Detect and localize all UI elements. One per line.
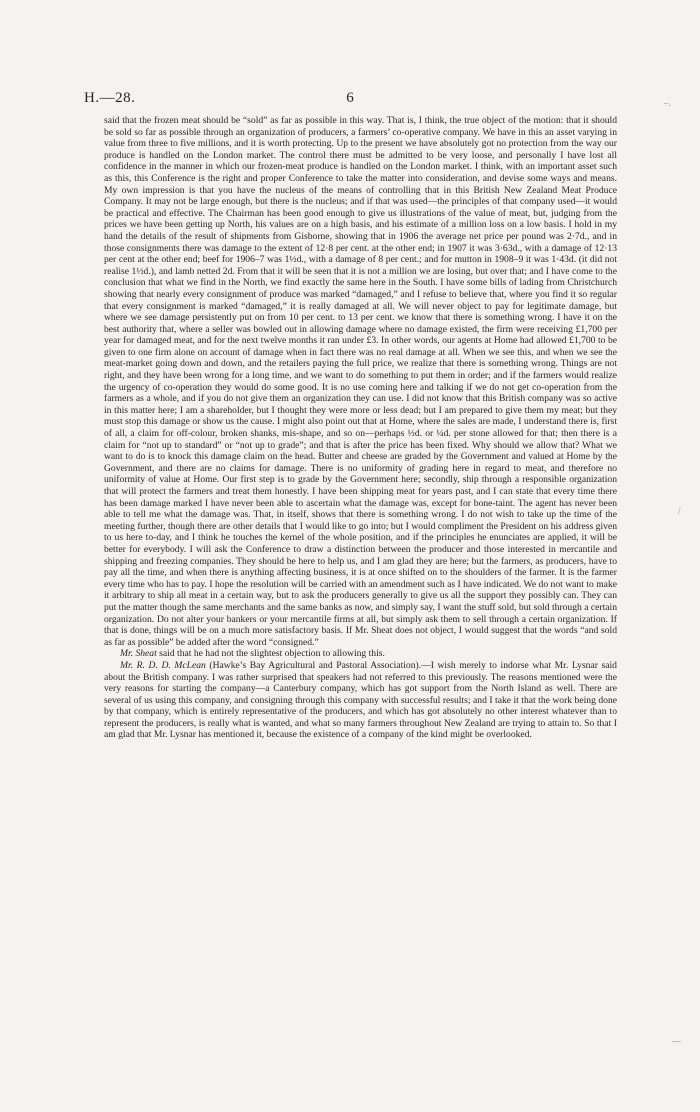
speaker-name: Mr. Sheat	[120, 648, 157, 660]
page-header	[84, 90, 616, 110]
paragraph-mclean	[104, 660, 617, 741]
paragraph-text: (Hawke’s Bay Agricultural and Pastoral Association).—I wish merely to indorse what Mr. Lysnar said about the British company. I was rather surprised that speakers had not referred to this previously. The reasons mentioned were the very reasons for starting the company—a Canterbury company, which has got support from the North Island as well. There are several of us using this company, and consigning through this company with successful results; and I take it that the work being done by that company, which is entirely representative of the producers, and which has got absolutely no other interest whatever than to represent the producers, is really what is wanted, and what so many farmers throughout New Zealand are trying to attain to. So that I am glad that Mr. Lysnar has mentioned it, because the existence of a company of the kind might be overlooked.	[104, 659, 617, 741]
document-reference: H.—28.	[84, 90, 136, 106]
speaker-name: Mr. R. D. D. McLean	[120, 659, 206, 671]
document-body	[104, 115, 617, 741]
paragraph-sheat	[104, 648, 617, 660]
margin-mark: —	[672, 1036, 681, 1046]
paragraph-text: said that he had not the slightest objection to allowing this.	[156, 648, 385, 660]
paragraph-continuation	[104, 115, 617, 648]
paragraph-text: said that the frozen meat should be “sold” as far as possible in this way. That is, I think, the true object of the motion: that it should be sold so far as possible through an organization of producers, a farmers’ co-operative company. We have in this an asset varying in value from three to five millions, and it is worth protecting. Up to the present we have absolutely got no protection from the way our produce is handled on the London market. The control there must be admitted to be very loose, and personally I have lost all confidence in the manner in which our frozen-meat produce is handled on the London market. I think, with an important asset such as this, this Conference is the right and proper Conference to take the matter into consideration, and devise some ways and means. My own impression is that you have the nucleus of the means of controlling that in this British New Zealand Meat Produce Company. It may not be large enough, but there is the nucleus; and if that was used—the principles of that company used—it would be practical and effective. The Chairman has been good enough to give us illustrations of the value of meat, but, judging from the prices we have been getting up North, his values are on a high basis, and his estimate of a million loss on a low basis. I hold in my hand the details of the result of shipments from Gisborne, showing that in 1906 the average net price per pound was 2·7d., and in those consignments there was damage to the extent of 12·8 per cent. at the other end; in 1907 it was 3·63d., with a damage of 12·13 per cent at the other end; beef for 1906–7 was 1½d., with a damage of 8 per cent.; and for mutton in 1908–9 it was 1·43d. (it did not realise 1½d.), and lamb netted 2d. From that it will be seen that it is not a million we are losing, but over that; and I have come to the conclusion that what we find in the North, we find exactly the same here in the South. I have some bills of lading from Christchurch showing that nearly every consignment of produce was marked “damaged,” and I refuse to believe that, where you find it so regular that every consignment is marked “damaged,” it is really damaged at all. We will never object to pay for legitimate damage, but where we see damage persistently put on from 10 per cent. to 13 per cent. we know that there is something wrong. I have it on the best authority that, where a seller was bowled out in allowing damage where no damage existed, the firm were receiving £1,700 per year for damaged meat, and for the next twelve months it ran under £3. In other words, our agents at Home had allowed £1,700 to be given to one firm alone on account of damage when in fact there was no real damage at all. When we see this, and when we see the meat-market going down and down, and the retailers paying the full price, we realize that there is something wrong. Things are not right, and they have been wrong for a long time, and we want to do something to put them in order; and if the farmers would realize the urgency of co-operation they would do some good. It is no use coming here and talking if we do not get co-operation from the farmers as a whole, and if you do not give them an organization they can use. I did not know that this British company was so active in this matter here; I am a shareholder, but I thought they were more or less dead; but I am prepared to give them my meat; but they must stop this damage or show us the cause. I might also point out that at Home, where the sales are made, I understand there is, first of all, a claim for off-colour, broken shanks, mis-shape, and so on—perhaps ½d. or ¼d. per stone allowed for that; then there is a claim for “not up to standard” or “not up to grade”; and that is after the price has been fixed. Why should we allow that? What we want to do is to knock this damage claim on the head. Butter and cheese are graded by the Government and valued at Home by the Government, and there are no claims for damage. There is no uniformity of grading here in regard to meat, and therefore no uniformity of value at Home. Our first step is to grade by the Government here; secondly, ship through a responsible organization that will protect the farmers and treat them honestly. I have been shipping meat for years past, and I can state that every time there has been damage marked I have never been able to ascertain what the damage was, except for bone-taint. The agent has never been able to tell me what the damage was. That, in itself, shows that there is something wrong. I do not wish to take up the time of the meeting further, though there are other details that I would like to go into; but I would compliment the President on his address given to us here to-day, and I think he touches the kernel of the whole position, and if the principles he enunciates are applied, it will be better for everybody. I will ask the Conference to draw a distinction between the producer and those interested in mercantile and shipping and freezing companies. They should be here to help us, and I am glad they are here; but the farmers, as producers, have to pay all the time, and when there is anything affecting business, it is at once shifted on to the shoulders of the farmer. It is the farmer every time who has to pay. I hope the resolution will be carried with an amendment such as I have indicated. We do not want to make it arbitrary to ship all meat in a certain way, but to ask the producers generally to give us all the support they possibly can. They can put the matter though the same merchants and the same banks as now, and simply say, I want the stuff sold, but sold through a certain organization. Do not alter your bankers or your mercantile firms at all, but simply ask them to sell through a certain organization. If that is done, things will be on a much more satisfactory basis. If Mr. Sheat does not object, I would suggest that the words “and sold as far as possible” be added after the word “consigned.”	[104, 115, 617, 648]
margin-mark: /	[678, 506, 681, 516]
margin-mark: –.	[664, 98, 671, 108]
page-number: 6	[346, 90, 354, 106]
